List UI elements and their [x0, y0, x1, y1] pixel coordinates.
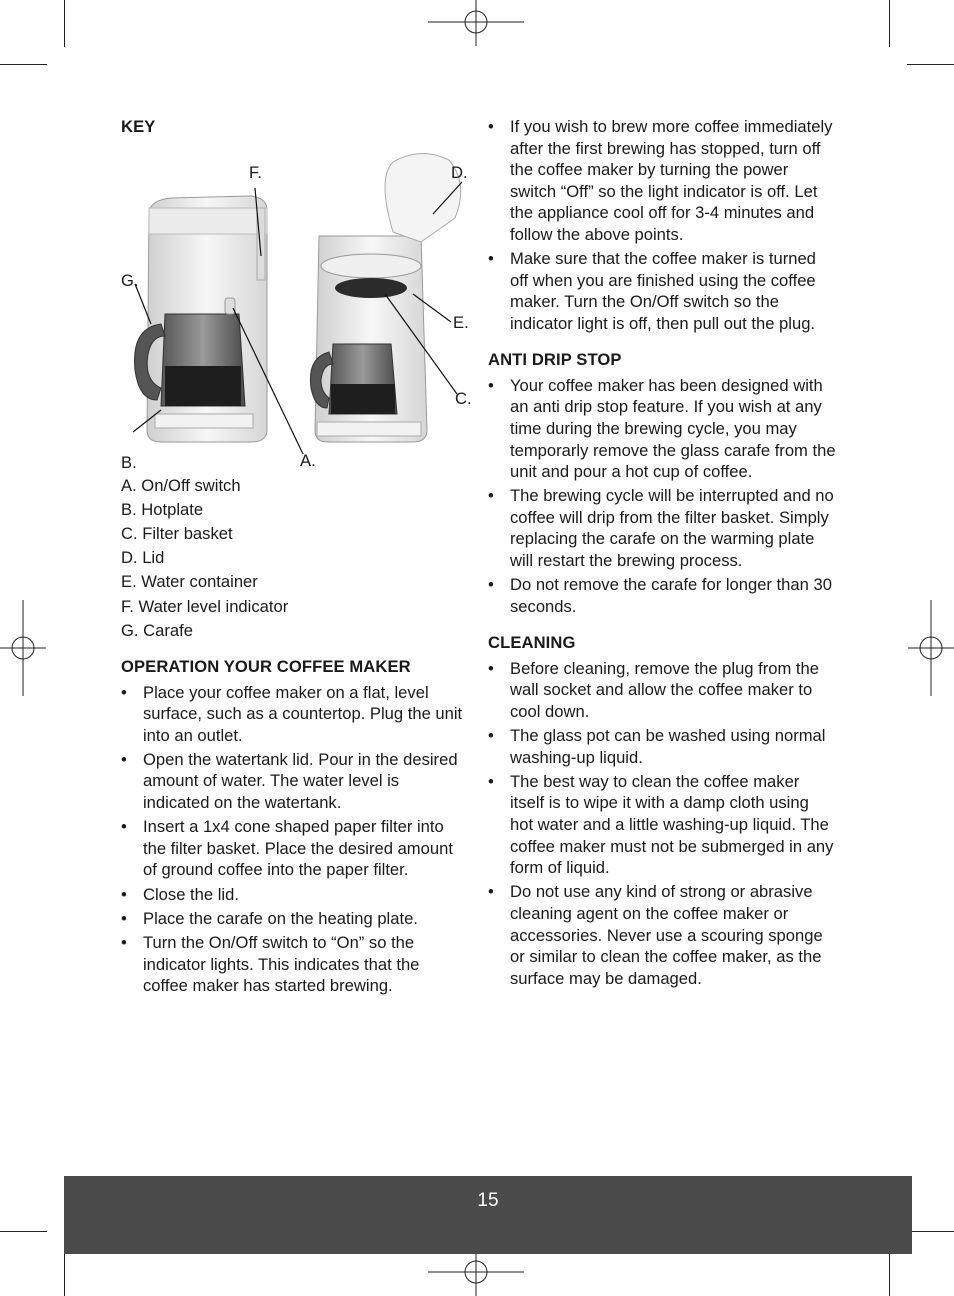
list-item: • The best way to clean the coffee maker itself is to wipe it with a damp cloth using hot water and a little washing-up liquid. The coffee maker must not be submerged in any form of liquid.: [488, 771, 834, 878]
callout-a: A.: [300, 450, 316, 470]
registration-mark-right: [908, 600, 954, 696]
list-item: • Place your coffee maker on a flat, level surface, such as a countertop. Plug the unit into an outlet.: [121, 682, 463, 745]
list-item: • Open the watertank lid. Pour in the desired amount of water. The water level is indicated on the watertank.: [121, 749, 458, 813]
list-item: • The brewing cycle will be interrupted and no coffee will drip from the filter basket. Simply replacing the carafe on the warming plate will restart the brewing process.: [488, 486, 834, 571]
callout-b: B.: [121, 452, 137, 472]
bullet: •: [488, 375, 494, 395]
crop-mark: [889, 1249, 890, 1296]
list-item: • Do not remove the carafe for longer than 30 seconds.: [488, 575, 832, 616]
list-item: • Place the carafe on the heating plate.: [121, 908, 418, 928]
list-item: • Close the lid.: [121, 884, 239, 904]
anti-drip-list: [488, 375, 836, 618]
crop-mark: [64, 1249, 65, 1296]
left-column: [121, 116, 472, 999]
bullet: •: [121, 884, 127, 904]
callout-d: D.: [451, 162, 468, 182]
bullet: •: [121, 817, 127, 837]
crop-mark: [0, 1231, 47, 1232]
key-item: E. Water container: [121, 572, 258, 592]
key-heading: KEY: [121, 117, 156, 136]
continued-list: [488, 116, 836, 335]
registration-mark-left: [0, 600, 46, 696]
coffee-maker-illustration: [121, 138, 481, 466]
list-item: • If you wish to brew more coffee immediately after the first brewing has stopped, turn off the coffee maker by turning the power switch “Off” so the light indicator is off. Let the appliance cool off for 3-4 minutes and follow the above points.: [488, 117, 833, 244]
bullet: •: [121, 908, 127, 928]
list-item: • Make sure that the coffee maker is turned off when you are finished using the coffee maker. Turn the On/Off switch so the indicator light is off, then pull out the plug.: [488, 249, 816, 333]
bullet: •: [488, 117, 494, 136]
key-list: [121, 475, 466, 642]
bullet: •: [121, 749, 127, 769]
operation-heading: OPERATION YOUR COFFEE MAKER: [121, 656, 411, 676]
bullet: •: [488, 771, 494, 791]
crop-mark: [0, 64, 47, 65]
registration-mark-top: [428, 0, 524, 46]
bullet: •: [488, 882, 494, 902]
bullet: •: [488, 249, 494, 269]
cleaning-heading: CLEANING: [488, 633, 576, 653]
cleaning-list: [488, 658, 836, 990]
key-item: B. Hotplate: [121, 499, 204, 519]
list-item: • Your coffee maker has been designed with an anti drip stop feature. If you wish at any time during the brewing cycle, you may temporarly remove the glass carafe from the unit and pour a hot cup of coffee.: [488, 375, 836, 482]
callout-e: E.: [453, 312, 469, 332]
bullet: •: [488, 726, 494, 745]
crop-mark: [907, 64, 954, 65]
key-item: G. Carafe: [121, 620, 193, 640]
list-item: • Do not use any kind of strong or abrasive cleaning agent on the coffee maker or accessories. Never use a scouring sponge or similar to clean the coffee maker, as the surface may be damaged.: [488, 882, 823, 988]
list-item: • Insert a 1x4 cone shaped paper filter into the filter basket. Place the desired amount of ground coffee into the paper filter.: [121, 817, 453, 880]
coffee-maker-diagram: [121, 138, 481, 472]
key-item: A. On/Off switch: [121, 475, 241, 495]
operation-list: [121, 682, 466, 997]
bullet: •: [121, 933, 127, 952]
crop-mark: [889, 0, 890, 47]
key-item: F. Water level indicator: [121, 596, 289, 616]
callout-f: F.: [249, 162, 262, 182]
list-item: • The glass pot can be washed using normal washing-up liquid.: [488, 726, 826, 767]
page-number: 15: [477, 1190, 499, 1211]
bullet: •: [121, 682, 127, 702]
crop-mark: [64, 0, 65, 47]
key-item: C. Filter basket: [121, 523, 233, 543]
right-column: [488, 116, 836, 992]
bullet: •: [488, 575, 494, 595]
footer-band: [64, 1176, 912, 1254]
anti-drip-heading: ANTI DRIP STOP: [488, 350, 622, 370]
key-item: D. Lid: [121, 548, 165, 568]
crop-mark: [907, 1231, 954, 1232]
callout-c: C.: [455, 388, 472, 408]
bullet: •: [488, 658, 494, 678]
bullet: •: [488, 486, 494, 506]
registration-mark-bottom: [428, 1250, 524, 1296]
list-item: • Turn the On/Off switch to “On” so the indicator lights. This indicates that the coffee maker has started brewing.: [121, 933, 420, 996]
callout-g: G.: [121, 270, 139, 290]
list-item: • Before cleaning, remove the plug from the wall socket and allow the coffee maker to cool down.: [488, 658, 820, 721]
